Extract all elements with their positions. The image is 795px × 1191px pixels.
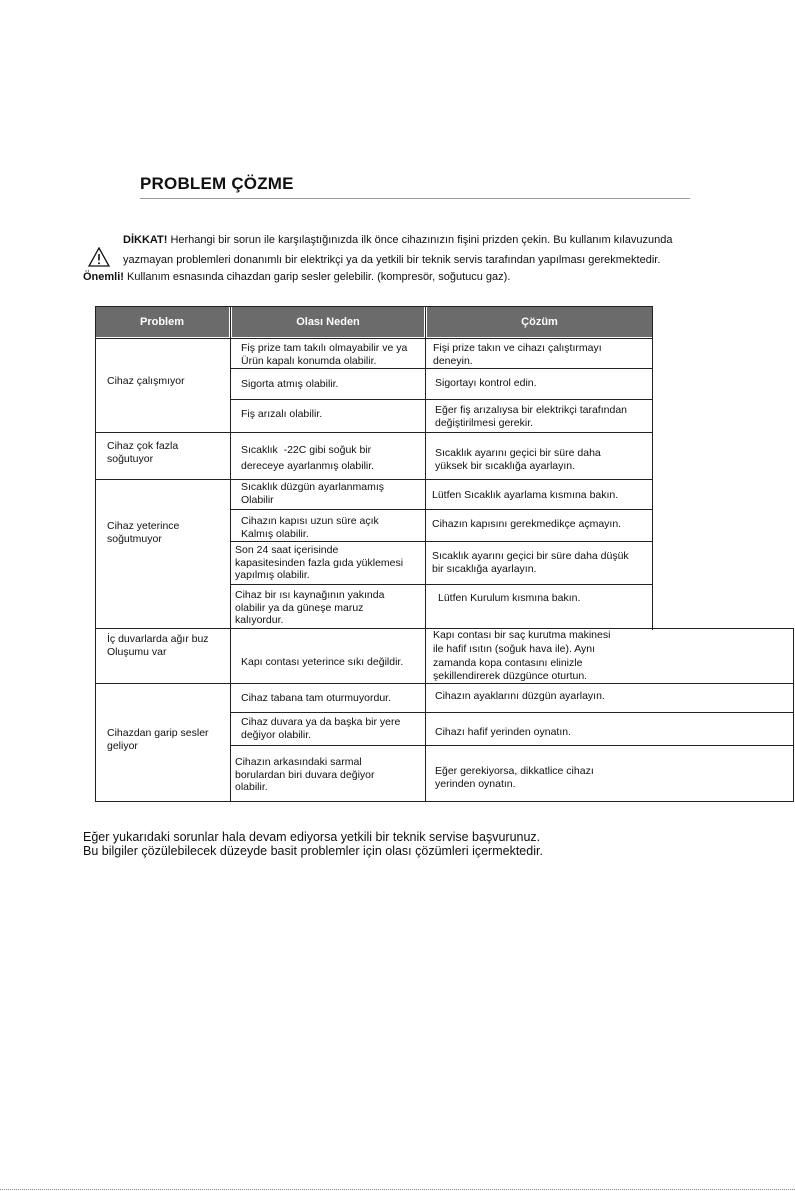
- solution-cell: Eğer gerekiyorsa, dikkatlice cihazı yerinden oynatın.: [435, 765, 594, 790]
- row-line: [230, 509, 652, 510]
- row-line: [230, 745, 794, 746]
- problem-cell: İç duvarlarda ağır buz Oluşumu var: [107, 633, 209, 658]
- solution-cell: Sıcaklık ayarını geçici bir süre daha düşük bir sıcaklığa ayarlayın.: [432, 550, 629, 575]
- cause-cell: Sıcaklık düzgün ayarlanmamış Olabilir: [241, 481, 384, 506]
- row-line: [230, 541, 652, 542]
- solution-cell: Sigortayı kontrol edin.: [435, 377, 537, 389]
- warning-triangle-icon: [88, 247, 110, 267]
- row-line: [230, 584, 652, 585]
- important-text: Kullanım esnasında cihazdan garip sesler gelebilir. (kompresör, soğutucu gaz).: [123, 271, 511, 283]
- cause-cell: Cihaz duvara ya da başka bir yere değiyor olabilir.: [241, 716, 401, 741]
- row-line: [95, 432, 652, 433]
- warning-line-2: yazmayan problemleri donanımlı bir elektrikçi ya da yetkili bir teknik servis tarafından yapılması gerekmektedir.: [123, 254, 661, 266]
- table-border-right-upper: [652, 306, 653, 630]
- solution-cell: Eğer fiş arızalıysa bir elektrikçi tarafından değiştirilmesi gerekir.: [435, 404, 627, 429]
- solution-cell: Cihazın kapısını gerekmedikçe açmayın.: [432, 518, 622, 530]
- header-cause: Olası Neden: [232, 307, 424, 337]
- important-label: Önemli!: [83, 271, 124, 283]
- cause-cell: Son 24 saat içerisinde kapasitesinden fazla gıda yüklemesi yapılmış olabilir.: [235, 544, 404, 581]
- table-divider-2: [425, 306, 426, 802]
- cause-cell: Sigorta atmış olabilir.: [241, 378, 339, 390]
- table-border-left: [95, 306, 96, 802]
- solution-cell: Sıcaklık ayarını geçici bir süre daha yüksek bir sıcaklığa ayarlayın.: [435, 447, 601, 472]
- header-problem: Problem: [95, 307, 229, 337]
- warning-line-1: [123, 233, 672, 247]
- cause-cell: Cihazın kapısı uzun süre açık Kalmış olabilir.: [241, 515, 379, 540]
- important-note: [83, 270, 510, 284]
- cause-cell: Kapı contası yeterince sıkı değildir.: [241, 656, 404, 668]
- row-line: [230, 712, 794, 713]
- solution-cell: Cihazı hafif yerinden oynatın.: [435, 726, 571, 738]
- footer-line-1: Eğer yukarıdaki sorunlar hala devam ediyorsa yetkili bir teknik servise başvurunuz.: [83, 830, 541, 844]
- header-solution: Çözüm: [427, 307, 652, 337]
- row-line: [230, 399, 652, 400]
- row-line: [230, 368, 652, 369]
- cause-cell: Sıcaklık -22C gibi soğuk bir dereceye ayarlanmış olabilir.: [241, 444, 375, 472]
- table-divider-1: [230, 306, 231, 802]
- problem-cell: Cihaz yeterince soğutmuyor: [107, 520, 180, 545]
- solution-cell: Lütfen Kurulum kısmına bakın.: [438, 592, 581, 604]
- solution-cell: Kapı contası bir saç kurutma makinesi ile hafif ısıtın (soğuk hava ile). Aynı zamanda kopa contasını elinizle şekillendirerek düzgünce oturtun.: [433, 629, 611, 683]
- solution-cell: Fişi prize takın ve cihazı çalıştırmayı deneyin.: [433, 342, 602, 367]
- page-title: PROBLEM ÇÖZME: [140, 174, 294, 193]
- problem-cell: Cihaz çok fazla soğutuyor: [107, 440, 179, 465]
- cause-cell: Cihazın arkasındaki sarmal borulardan biri duvara değiyor olabilir.: [235, 756, 375, 793]
- cause-cell: Fiş arızalı olabilir.: [241, 408, 323, 420]
- cause-cell: Cihaz tabana tam oturmuyordur.: [241, 692, 391, 704]
- problem-cell: Cihaz çalışmıyor: [107, 375, 185, 387]
- cause-cell: Fiş prize tam takılı olmayabilir ve ya Ürün kapalı konumda olabilir.: [241, 342, 408, 367]
- warning-text-1: Herhangi bir sorun ile karşılaştığınızda ilk önce cihazınızın fişini prizden çekin. Bu kullanım kılavuzunda: [167, 234, 673, 246]
- problem-cell: Cihazdan garip sesler geliyor: [107, 727, 209, 752]
- cause-cell: Cihaz bir ısı kaynağının yakında olabilir ya da güneşe maruz kalıyordur.: [235, 589, 385, 626]
- warning-label: DİKKAT!: [123, 234, 168, 246]
- page-bottom-edge: [0, 1189, 795, 1190]
- title-divider: [140, 198, 690, 199]
- solution-cell: Lütfen Sıcaklık ayarlama kısmına bakın.: [432, 489, 619, 501]
- solution-cell: Cihazın ayaklarını düzgün ayarlayın.: [435, 690, 605, 702]
- table-border-top: [95, 306, 652, 307]
- table-border-right-lower: [793, 628, 794, 802]
- table-border-bottom: [95, 801, 794, 802]
- row-line: [95, 338, 652, 339]
- row-line: [95, 479, 652, 480]
- footer-line-2: Bu bilgiler çözülebilecek düzeyde basit problemler için olası çözümleri içermektedir.: [83, 844, 543, 858]
